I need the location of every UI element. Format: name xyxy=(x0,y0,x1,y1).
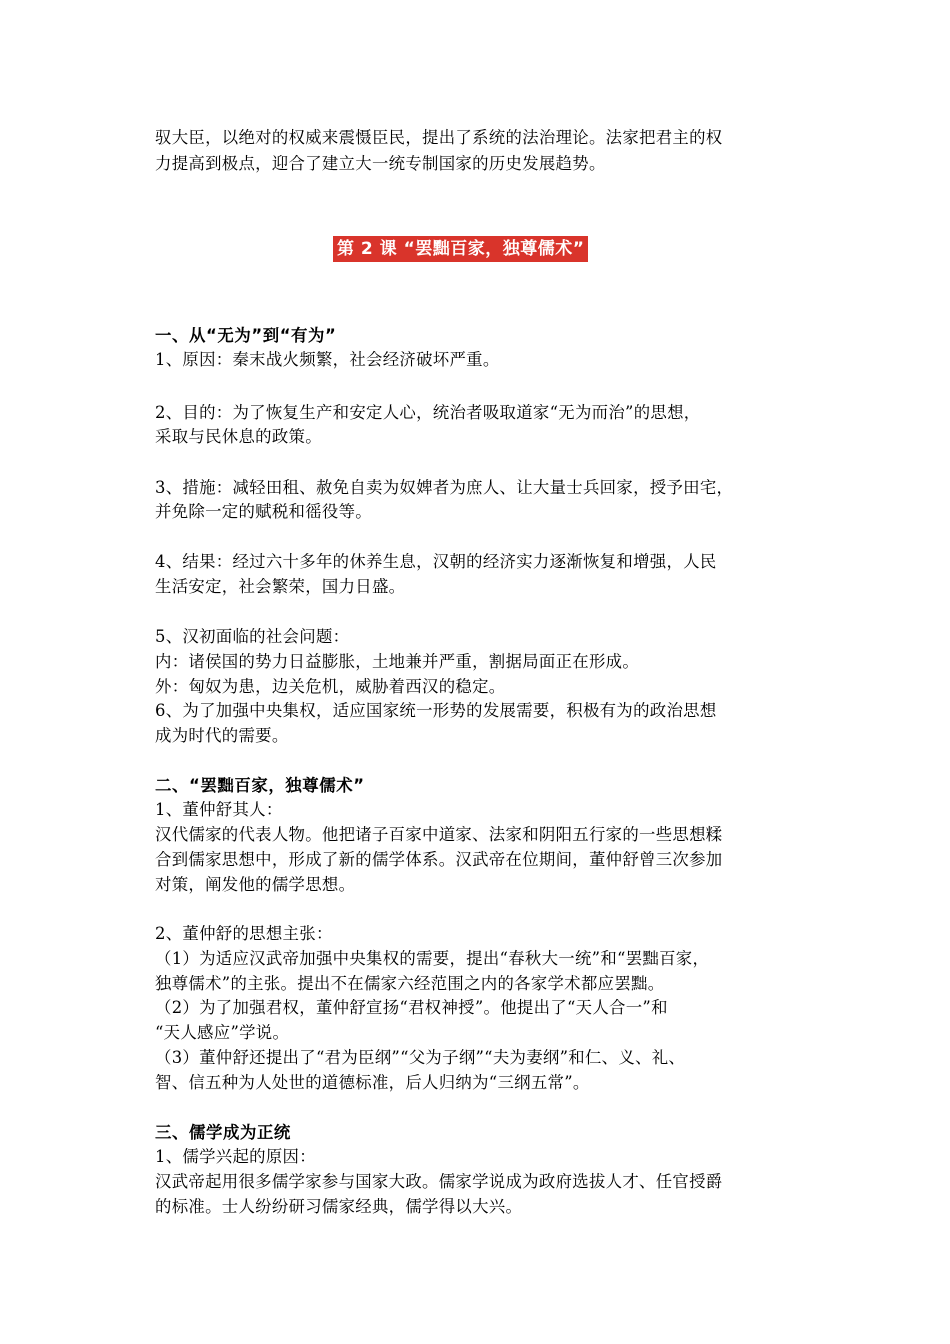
section-3-item-1-line-2: 的标准。士人纷纷研习儒家经典，儒学得以大兴。 xyxy=(155,1197,523,1216)
section-1-item-2-line-1: 2、目的：为了恢复生产和安定人心，统治者吸取道家“无为而治”的思想， xyxy=(155,403,701,422)
section-3-item-1-line-1: 汉武帝起用很多儒学家参与国家大政。儒家学说成为政府选拔人才、任官授爵 xyxy=(155,1172,723,1191)
section-1-item-1: 1、原因：秦末战火频繁，社会经济破坏严重。 xyxy=(155,350,500,369)
section-1-item-5-inner: 内：诸侯国的势力日益膨胀，土地兼并严重，割据局面正在形成。 xyxy=(155,652,640,671)
section-2-item-2a-line-1: （1）为适应汉武帝加强中央集权的需要，提出“春秋大一统”和“罢黜百家， xyxy=(155,949,710,968)
section-1-item-3-line-2: 并免除一定的赋税和徭役等。 xyxy=(155,502,372,521)
section-1-item-3-line-1: 3、措施：减轻田租、赦免自卖为奴婢者为庶人、让大量士兵回家，授予田宅， xyxy=(155,478,734,497)
section-2-item-2b-line-1: （2）为了加强君权，董仲舒宣扬“君权神授”。他提出了“天人合一”和 xyxy=(155,998,668,1017)
section-1-item-5-outer: 外：匈奴为患，边关危机，威胁着西汉的稳定。 xyxy=(155,677,506,696)
section-2-item-2c-line-1: （3）董仲舒还提出了“君为臣纲”“父为子纲”“夫为妻纲”和仁、义、礼、 xyxy=(155,1048,686,1067)
section-2-item-2c-line-2: 智、信五种为人处世的道德标准，后人归纳为“三纲五常”。 xyxy=(155,1073,590,1092)
section-1-item-5: 5、汉初面临的社会问题： xyxy=(155,627,350,646)
section-2-item-2: 2、董仲舒的思想主张： xyxy=(155,924,333,943)
section-1-item-4-line-2: 生活安定，社会繁荣，国力日盛。 xyxy=(155,577,406,596)
section-3-heading: 三、儒学成为正统 xyxy=(155,1123,291,1142)
intro-line-1: 驭大臣，以绝对的权威来震慑臣民，提出了系统的法治理论。法家把君主的权 xyxy=(155,128,723,147)
section-1-item-2-line-2: 采取与民休息的政策。 xyxy=(155,427,322,446)
section-3-item-1: 1、儒学兴起的原因： xyxy=(155,1147,316,1166)
section-2-item-1-line-2: 合到儒家思想中，形成了新的儒学体系。汉武帝在位期间，董仲舒曾三次参加 xyxy=(155,850,723,869)
section-1-item-4-line-1: 4、结果：经过六十多年的休养生息，汉朝的经济实力逐渐恢复和增强，人民 xyxy=(155,552,717,571)
section-2-item-1-line-1: 汉代儒家的代表人物。他把诸子百家中道家、法家和阴阳五行家的一些思想糅 xyxy=(155,825,723,844)
section-2-item-2a-line-2: 独尊儒术”的主张。提出不在儒家六经范围之内的各家学术都应罢黜。 xyxy=(155,974,665,993)
section-2-item-2b-line-2: “天人感应”学说。 xyxy=(155,1023,290,1042)
lesson-title: 第 2 课 “罢黜百家，独尊儒术” xyxy=(333,236,588,262)
section-2-item-1-line-3: 对策，阐发他的儒学思想。 xyxy=(155,875,356,894)
section-2-item-1: 1、董仲舒其人： xyxy=(155,800,283,819)
section-1-item-6-line-2: 成为时代的需要。 xyxy=(155,726,289,745)
section-2-heading: 二、“罢黜百家，独尊儒术” xyxy=(155,776,365,795)
section-1-heading: 一、从“无为”到“有为” xyxy=(155,326,337,345)
section-1-item-6-line-1: 6、为了加强中央集权，适应国家统一形势的发展需要，积极有为的政治思想 xyxy=(155,701,717,720)
intro-line-2: 力提高到极点，迎合了建立大一统专制国家的历史发展趋势。 xyxy=(155,154,606,173)
